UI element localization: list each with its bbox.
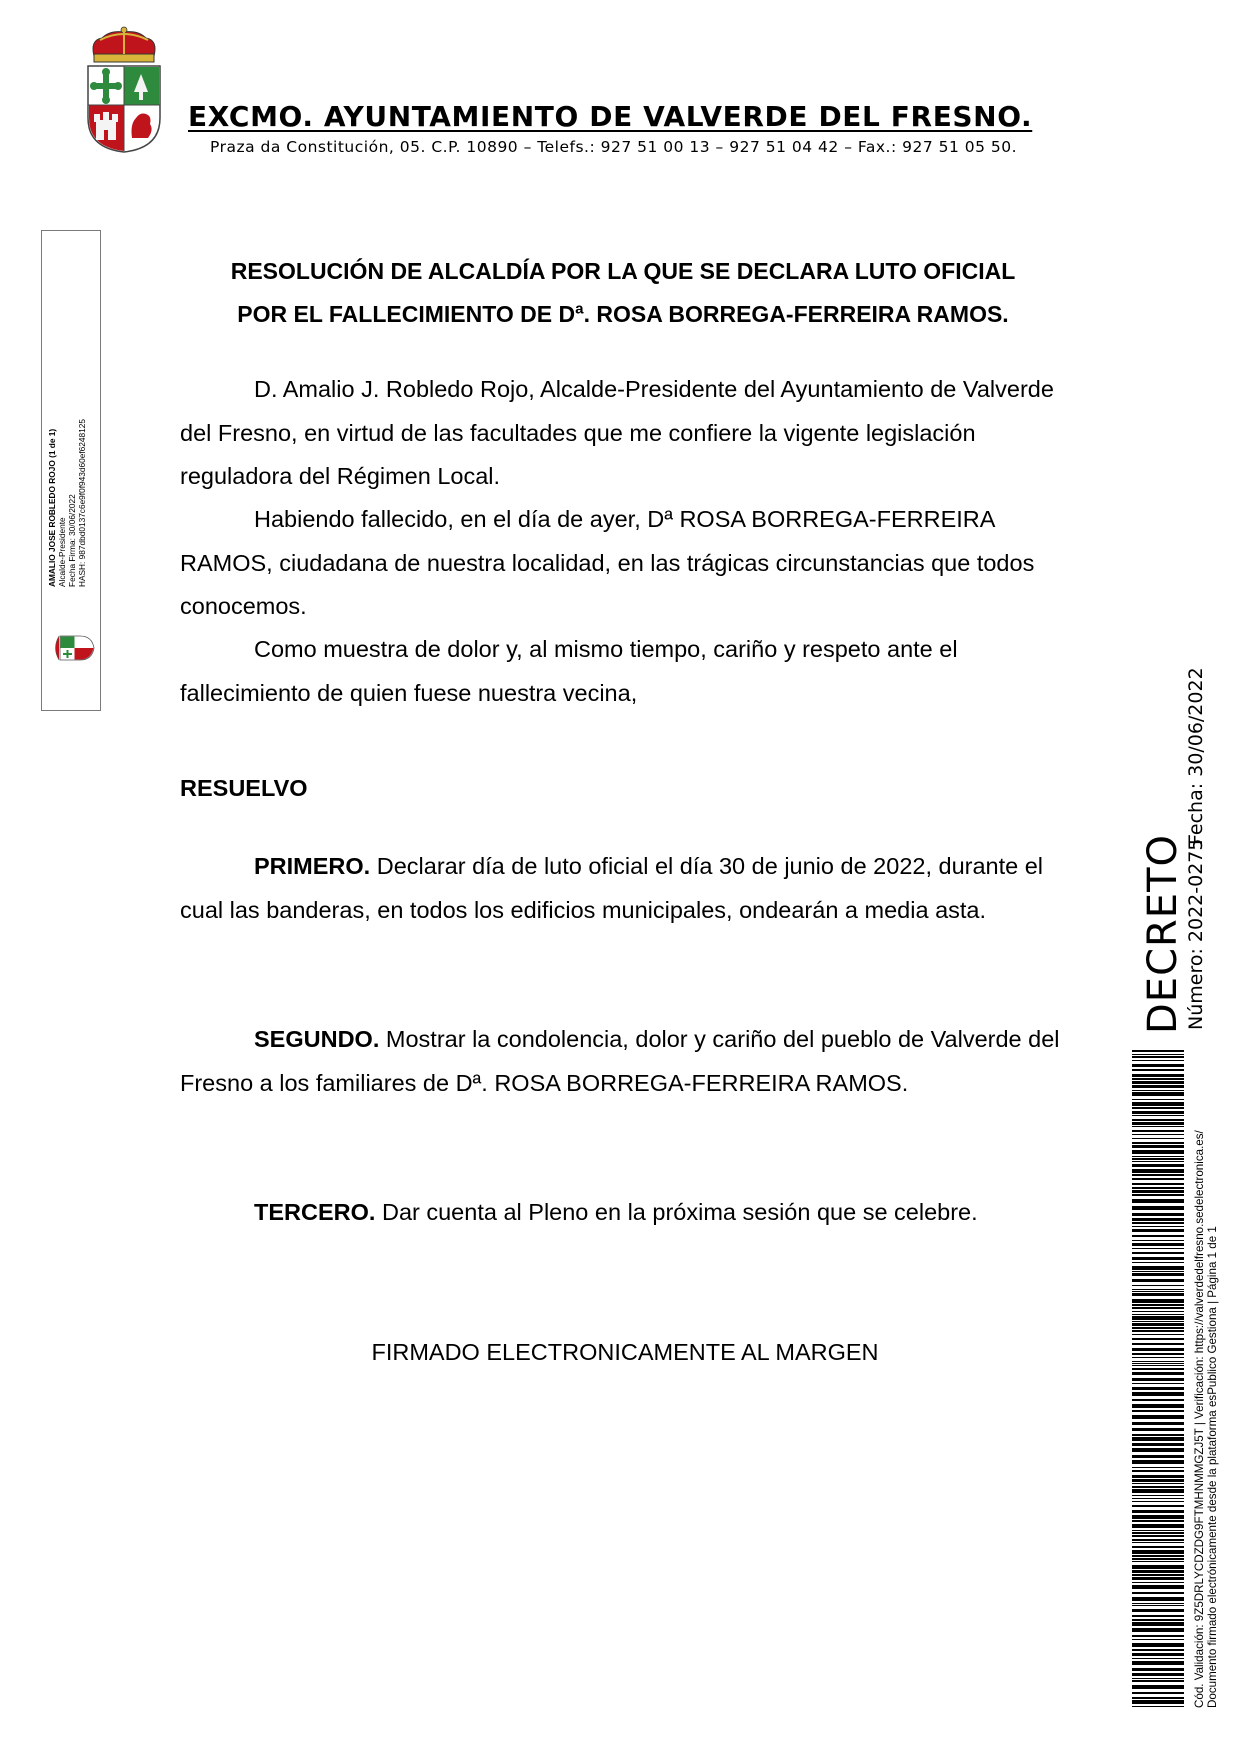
barcode-bar xyxy=(1132,1126,1184,1127)
barcode-bar xyxy=(1132,1597,1184,1601)
barcode-bar xyxy=(1132,1592,1184,1594)
barcode-bar xyxy=(1132,1252,1184,1254)
barcode-bar xyxy=(1132,1289,1184,1290)
barcode-bar xyxy=(1132,1183,1184,1185)
barcode-bar xyxy=(1132,1069,1184,1071)
barcode-bar xyxy=(1132,1311,1184,1312)
tercero-label: TERCERO. xyxy=(254,1199,376,1225)
barcode-bar xyxy=(1132,1357,1184,1358)
barcode-bar xyxy=(1132,1615,1184,1617)
barcode-bar xyxy=(1132,1316,1184,1320)
barcode-bar xyxy=(1132,1542,1184,1543)
barcode-bar xyxy=(1132,1243,1184,1246)
barcode-bar xyxy=(1132,1535,1184,1537)
barcode-bar xyxy=(1132,1434,1184,1436)
barcode-bar xyxy=(1132,1437,1184,1441)
barcode-bar xyxy=(1132,1495,1184,1496)
barcode-bar xyxy=(1132,1372,1184,1375)
barcode-bar xyxy=(1132,1271,1184,1272)
barcode-bar xyxy=(1132,1383,1184,1384)
barcode-bar xyxy=(1132,1226,1184,1227)
barcode-bar xyxy=(1132,1668,1184,1671)
barcode-bar xyxy=(1132,1119,1184,1121)
document-title xyxy=(178,250,1068,336)
barcode-bar xyxy=(1132,1706,1184,1707)
paragraph-2: Habiendo fallecido, en el día de ayer, Dª ROSA BORREGA-FERREIRA RAMOS, ciudadana de nuestra localidad, en las trágicas circunstancias que todos conocemos. xyxy=(180,506,1035,619)
verification-text xyxy=(1193,1130,1219,1708)
barcode-bar xyxy=(1132,1199,1184,1203)
barcode-bar xyxy=(1132,1661,1184,1665)
barcode-bar xyxy=(1132,1546,1184,1548)
barcode-bar xyxy=(1132,1222,1184,1224)
decree-type: DECRETO xyxy=(1140,834,1186,1034)
barcode-bar xyxy=(1132,1628,1184,1632)
barcode-bar xyxy=(1132,1257,1184,1260)
segundo-label: SEGUNDO. xyxy=(254,1026,380,1052)
barcode-bar xyxy=(1132,1218,1184,1221)
barcode-bar xyxy=(1132,1178,1184,1180)
barcode-bar xyxy=(1132,1060,1184,1061)
primero-label: PRIMERO. xyxy=(254,853,371,879)
barcode-bar xyxy=(1132,1334,1184,1335)
barcode-bar xyxy=(1132,1489,1184,1493)
barcode-bar xyxy=(1132,1343,1184,1345)
barcode-bar xyxy=(1132,1649,1184,1651)
barcode-bar xyxy=(1132,1510,1184,1513)
barcode-bar xyxy=(1132,1415,1184,1419)
decree-date: Fecha: 30/06/2022 xyxy=(1185,667,1207,845)
barcode-bar xyxy=(1132,1285,1184,1286)
barcode-bar xyxy=(1132,1099,1184,1100)
barcode-bar xyxy=(1132,1074,1184,1077)
barcode-bar xyxy=(1132,1603,1184,1604)
barcode-bar xyxy=(1132,1448,1184,1452)
barcode-bar xyxy=(1132,1422,1184,1425)
barcode-bar xyxy=(1132,1299,1184,1303)
barcode-bar xyxy=(1132,1348,1184,1351)
barcode-bar xyxy=(1132,1619,1184,1621)
document-title-line-2: POR EL FALLECIMIENTO DE Dª. ROSA BORREGA-FERREIRA RAMOS. xyxy=(237,301,1009,327)
barcode-bar xyxy=(1132,1085,1184,1088)
barcode-bar xyxy=(1132,1111,1184,1114)
barcode-bar xyxy=(1132,1054,1184,1055)
barcode-bar xyxy=(1132,1555,1184,1557)
intro-paragraph: D. Amalio J. Robledo Rojo, Alcalde-Presidente del Ayuntamiento de Valverde del Fresno, en virtud de las facultades que me confiere la vigente legislación reguladora del Régimen Local. xyxy=(180,376,1054,489)
barcode-bar xyxy=(1132,1404,1184,1408)
barcode-bar xyxy=(1132,1678,1184,1679)
verification-line-2: Documento firmado electrónicamente desde la plataforma esPublico Gestiona | Página 1 de 1 xyxy=(1206,1226,1219,1708)
barcode-bar xyxy=(1132,1174,1184,1176)
barcode-bar xyxy=(1132,1064,1184,1067)
barcode-bar xyxy=(1132,1304,1184,1306)
barcode-bar xyxy=(1132,1145,1184,1148)
barcode-bar xyxy=(1132,1092,1184,1096)
barcode-bar xyxy=(1132,1605,1184,1606)
barcode-bar xyxy=(1132,1470,1184,1472)
barcode-bar xyxy=(1132,1164,1184,1167)
barcode-bar xyxy=(1132,1635,1184,1637)
barcode-bar xyxy=(1132,1558,1184,1560)
barcode-bar xyxy=(1132,1158,1184,1160)
barcode-bar xyxy=(1132,1460,1184,1464)
barcode-bar xyxy=(1132,1486,1184,1488)
barcode-bar xyxy=(1132,1130,1184,1132)
barcode-bar xyxy=(1132,1314,1184,1315)
barcode-bar xyxy=(1132,1122,1184,1125)
barcode-bar xyxy=(1132,1138,1184,1139)
barcode-bar xyxy=(1132,1475,1184,1478)
barcode-bar xyxy=(1132,1410,1184,1412)
header-title: EXCMO. AYUNTAMIENTO DE VALVERDE DEL FRESNO. xyxy=(188,100,1033,133)
barcode-bar xyxy=(1132,1361,1184,1362)
barcode-bar xyxy=(1132,1639,1184,1640)
barcode-bar xyxy=(1132,1577,1184,1580)
barcode-bar xyxy=(1132,1327,1184,1329)
barcode-bar xyxy=(1132,1279,1184,1282)
barcode-bar xyxy=(1132,1248,1184,1249)
barcode-bar xyxy=(1132,1524,1184,1528)
barcode-bar xyxy=(1132,1293,1184,1296)
barcode-bar xyxy=(1132,1585,1184,1589)
barcode-bar xyxy=(1132,1365,1184,1366)
barcode-bar xyxy=(1132,1561,1184,1562)
document-title-line-1: RESOLUCIÓN DE ALCALDÍA POR LA QUE SE DECLARA LUTO OFICIAL xyxy=(230,258,1016,284)
barcode-bar xyxy=(1132,1363,1184,1364)
barcode-bar xyxy=(1132,1570,1184,1573)
header-address: Praza da Constitución, 05. C.P. 10890 – Telefs.: 927 51 00 13 – 927 51 04 42 – Fax.: 927 51 05 50. xyxy=(210,138,1018,156)
barcode-bar xyxy=(1132,1378,1184,1381)
barcode-bar xyxy=(1132,1266,1184,1270)
barcode-bar xyxy=(1132,1273,1184,1276)
barcode-bar xyxy=(1132,1498,1184,1499)
barcode-bar xyxy=(1132,1520,1184,1522)
barcode-bar xyxy=(1132,1582,1184,1583)
signature-stamp-text xyxy=(47,367,87,587)
tercero-paragraph xyxy=(180,1191,1070,1235)
barcode-bar xyxy=(1132,1235,1184,1237)
barcode-bar xyxy=(1132,1078,1184,1080)
barcode-bar xyxy=(1132,1673,1184,1676)
barcode-bar xyxy=(1132,1156,1184,1157)
barcode-bar xyxy=(1132,1240,1184,1241)
barcode-bar xyxy=(1132,1206,1184,1210)
barcode-bar xyxy=(1132,1161,1184,1162)
barcode-bar xyxy=(1132,1050,1184,1052)
barcode-bar xyxy=(1132,1150,1184,1154)
barcode-bar xyxy=(1132,1697,1184,1699)
barcode-bar xyxy=(1132,1142,1184,1144)
barcode-bar xyxy=(1132,1307,1184,1309)
barcode-bar xyxy=(1132,1107,1184,1109)
resuelvo-heading: RESUELVO xyxy=(180,775,308,801)
barcode-bar xyxy=(1132,1530,1184,1531)
barcode-bar xyxy=(1132,1539,1184,1541)
barcode-bar xyxy=(1132,1194,1184,1196)
barcode-bar xyxy=(1132,1505,1184,1507)
barcode-bar xyxy=(1132,1565,1184,1569)
barcode-bar xyxy=(1132,1455,1184,1458)
signer-role: Alcalde-Presidente xyxy=(57,517,67,587)
barcode-bar xyxy=(1132,1443,1184,1446)
barcode-bar xyxy=(1132,1262,1184,1263)
barcode-bar xyxy=(1132,1330,1184,1332)
barcode-bar xyxy=(1132,1338,1184,1340)
signed-note: FIRMADO ELECTRONICAMENTE AL MARGEN xyxy=(371,1339,879,1365)
barcode-bar xyxy=(1132,1399,1184,1401)
barcode-bar xyxy=(1132,1187,1184,1189)
barcode-bar xyxy=(1132,1515,1184,1519)
verification-line-1: Cód. Validación: 9Z5DRLYCDZDG9FTMHNMMGZJ5T | Verificación: https://valverdedelfresno.sedelectronica.es/ xyxy=(1193,1130,1206,1708)
barcode-bar xyxy=(1132,1483,1184,1484)
barcode-bar xyxy=(1132,1323,1184,1326)
barcode-bar xyxy=(1132,1368,1184,1370)
barcode-bar xyxy=(1132,1700,1184,1704)
barcode-bar xyxy=(1132,1550,1184,1554)
barcode-bar xyxy=(1132,1643,1184,1647)
barcode-bar xyxy=(1132,1685,1184,1689)
barcode-bar xyxy=(1132,1387,1184,1390)
stamp-coat-of-arms-icon xyxy=(50,632,98,664)
barcode-bar xyxy=(1132,1692,1184,1694)
barcode-bar xyxy=(1132,1653,1184,1656)
barcode-bar xyxy=(1132,1229,1184,1232)
signature-date: Fecha Firma: 30/06/2022 xyxy=(67,494,77,587)
barcode-bar xyxy=(1132,1134,1184,1135)
barcode-bar xyxy=(1132,1467,1184,1468)
barcode-bar xyxy=(1132,1090,1184,1091)
barcode-bar xyxy=(1132,1428,1184,1431)
barcode-bar xyxy=(1132,1532,1184,1534)
segundo-paragraph xyxy=(180,1018,1070,1105)
barcode-bar xyxy=(1132,1392,1184,1396)
barcode-bar xyxy=(1132,1102,1184,1106)
decree-number: Número: 2022-0275 xyxy=(1185,838,1207,1030)
barcode-bar xyxy=(1132,1213,1184,1216)
signer-name: AMALIO JOSE ROBLEDO ROJO (1 de 1) xyxy=(47,428,57,587)
primero-paragraph xyxy=(180,845,1070,932)
barcode-bar xyxy=(1132,1609,1184,1612)
barcode-bar xyxy=(1132,1081,1184,1084)
barcode-bar xyxy=(1132,1353,1184,1355)
barcode-bar xyxy=(1132,1574,1184,1576)
paragraph-3: Como muestra de dolor y, al mismo tiempo, cariño y respeto ante el fallecimiento de quien fuese nuestra vecina, xyxy=(180,636,958,706)
coat-of-arms-icon xyxy=(80,26,168,154)
barcode-bar xyxy=(1132,1622,1184,1626)
barcode-bar xyxy=(1132,1291,1184,1292)
barcode-bar xyxy=(1132,1501,1184,1502)
barcode-bar xyxy=(1132,1190,1184,1193)
validation-barcode xyxy=(1132,1050,1184,1708)
barcode-bar xyxy=(1132,1680,1184,1682)
barcode-bar xyxy=(1132,1479,1184,1482)
primero-text: Declarar día de luto oficial el día 30 de junio de 2022, durante el cual las banderas, en todos los edificios municipales, ondearán a media asta. xyxy=(180,853,1044,923)
barcode-bar xyxy=(1132,1658,1184,1659)
barcode-bar xyxy=(1132,1321,1184,1322)
barcode-bar xyxy=(1132,1056,1184,1058)
barcode-bar xyxy=(1132,1169,1184,1173)
tercero-text: Dar cuenta al Pleno en la próxima sesión que se celebre. xyxy=(375,1199,978,1225)
segundo-text: Mostrar la condolencia, dolor y cariño del pueblo de Valverde del Fresno a los familiares de Dª. ROSA BORREGA-FERREIRA RAMOS. xyxy=(180,1026,1060,1096)
signature-hash: HASH: 987dbd0137c6e9f0f943d60ef6248125 xyxy=(77,419,87,587)
barcode-bar xyxy=(1132,1115,1184,1116)
